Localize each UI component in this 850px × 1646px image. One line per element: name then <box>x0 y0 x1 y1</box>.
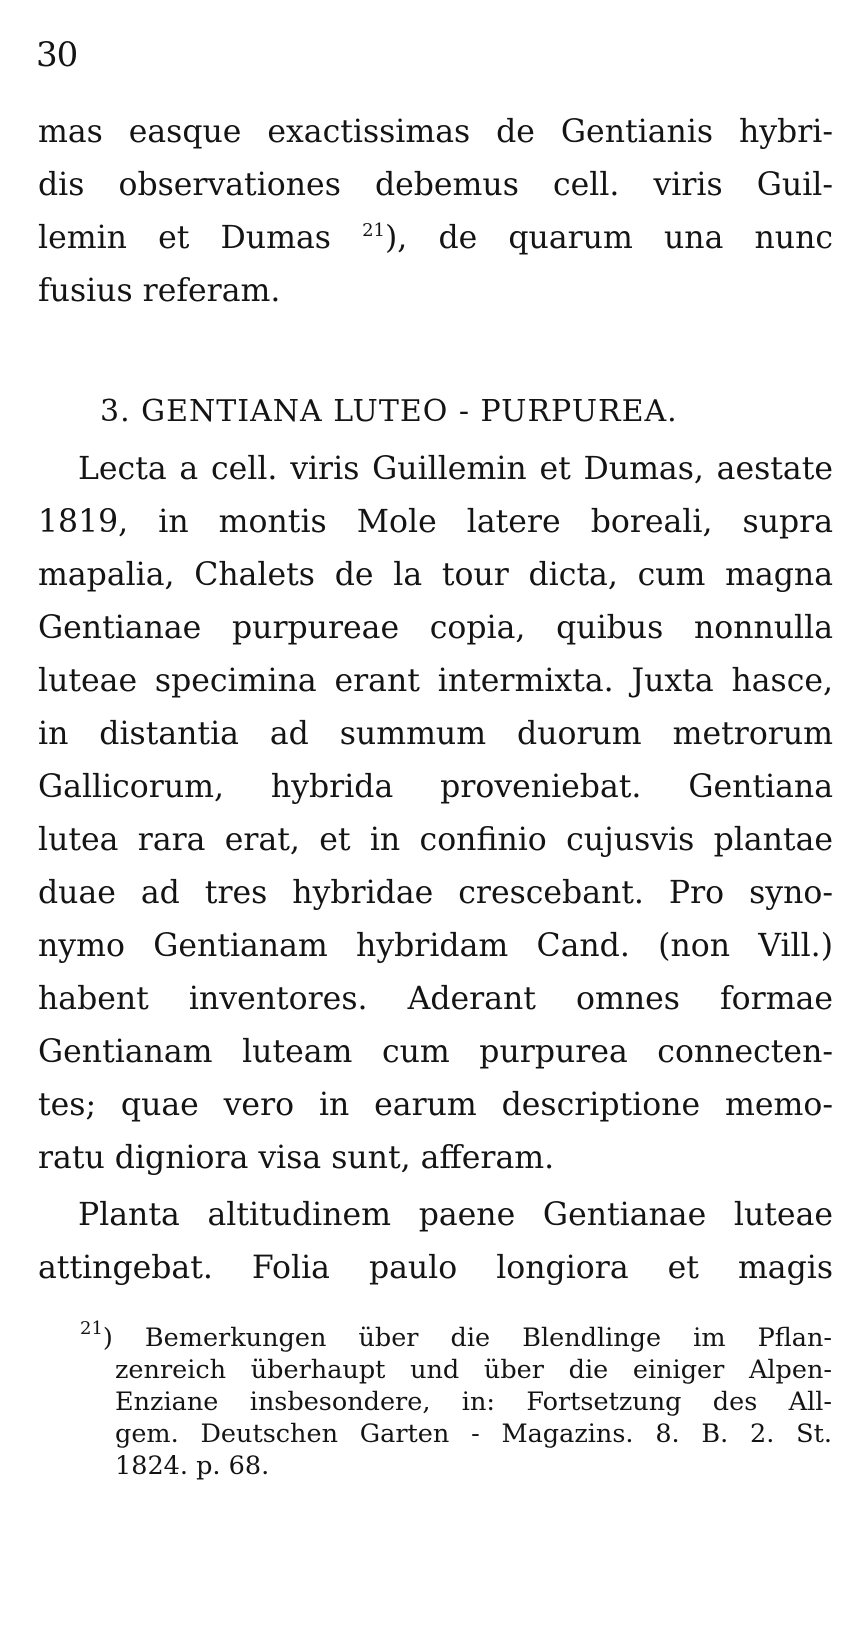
paragraph-line: in distantia ad summum duorum metrorum <box>38 716 833 752</box>
paragraph-line: tes; quae vero in earum descriptione memo- <box>38 1087 833 1123</box>
intro-line-part: lemin et Dumas <box>38 220 331 256</box>
footnote-line <box>80 1318 832 1353</box>
paragraph-line: Planta altitudinem paene Gentianae luteae <box>78 1197 833 1233</box>
section-heading: 3. GENTIANA LUTEO - PURPUREA. <box>100 394 678 429</box>
paragraph-line: Gentianam luteam cum purpurea connecten- <box>38 1034 833 1070</box>
intro-line-with-footnote <box>38 220 834 256</box>
paragraph-line: habent inventores. Aderant omnes formae <box>38 981 833 1017</box>
intro-line: mas easque exactissimas de Gentianis hybri- <box>38 114 833 150</box>
footnote-reference: 21 <box>362 220 385 241</box>
paragraph-line: ratu digniora visa sunt, afferam. <box>38 1140 555 1176</box>
paragraph-line: nymo Gentianam hybridam Cand. (non Vill.) <box>38 928 833 964</box>
footnote-line: Enziane insbesondere, in: Fortsetzung des All- <box>115 1387 832 1417</box>
paragraph-line: lutea rara erat, et in confinio cujusvis plantae <box>38 822 833 858</box>
page-number: 30 <box>36 35 78 75</box>
footnote-line: gem. Deutschen Garten - Magazins. 8. B. 2. St. <box>115 1419 832 1449</box>
footnote-line: 1824. p. 68. <box>115 1451 270 1481</box>
footnote-line: zenreich überhaupt und über die einiger Alpen- <box>115 1355 832 1385</box>
paragraph-line: luteae specimina erant intermixta. Juxta hasce, <box>38 663 833 699</box>
paragraph-line: Gentianae purpureae copia, quibus nonnulla <box>38 610 833 646</box>
footnote-line-text: ) Bemerkungen über die Blendlinge im Pflan- <box>102 1323 832 1353</box>
paragraph-line: attingebat. Folia paulo longiora et magis <box>38 1250 833 1286</box>
footnote-marker: 21 <box>80 1318 103 1339</box>
paragraph-line: duae ad tres hybridae crescebant. Pro syno- <box>38 875 833 911</box>
paragraph-line: 1819, in montis Mole latere boreali, supra <box>38 504 833 540</box>
paragraph-line: mapalia, Chalets de la tour dicta, cum magna <box>38 557 833 593</box>
paragraph-line: Gallicorum, hybrida proveniebat. Gentiana <box>38 769 833 805</box>
paragraph-line: Lecta a cell. viris Guillemin et Dumas, aestate <box>78 451 833 487</box>
intro-line-part: ), de quarum una nunc <box>384 220 834 256</box>
intro-line: dis observationes debemus cell. viris Guil- <box>38 167 833 203</box>
intro-line: fusius referam. <box>38 273 281 309</box>
